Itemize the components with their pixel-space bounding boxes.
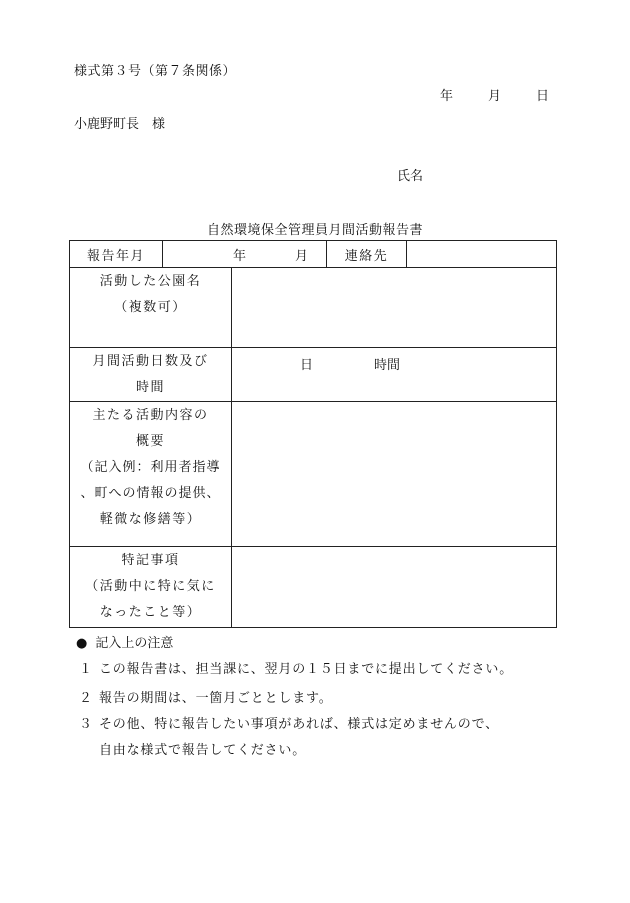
activity-label-line: 主たる活動内容の (92, 408, 209, 423)
activity-label-line: （記入例：利用者指導 (80, 460, 221, 475)
report-month-label: 報告年月 (70, 241, 163, 268)
report-title: 自然環境保全管理員月間活動報告書 (206, 223, 423, 238)
note-text: 報告の期間は、一箇月ごととします。 (99, 691, 333, 706)
activity-field[interactable] (232, 402, 557, 547)
activity-label (70, 402, 232, 547)
notes-heading (76, 632, 173, 651)
park-name-label (70, 268, 232, 348)
note-number: １ (79, 662, 93, 677)
date-month-label: 月 (488, 89, 502, 104)
activity-label-line: 、町への情報の提供、 (80, 486, 221, 501)
note-text: この報告書は、担当課に、翌月の１５日までに提出してください。 (99, 662, 514, 677)
park-name-label-line: 活動した公園名 (99, 274, 202, 289)
activity-label-line: 概要 (135, 434, 165, 449)
remarks-label (70, 547, 232, 628)
date-year-label: 年 (440, 89, 454, 104)
remarks-field[interactable] (232, 547, 557, 628)
days-hours-label (70, 348, 232, 402)
note-item (79, 658, 513, 677)
days-hours-label-line: 月間活動日数及び (92, 354, 209, 369)
note-item (79, 713, 499, 732)
notes-heading-text: 記入上の注意 (95, 636, 174, 651)
activity-label-line: 軽微な修繕等） (99, 512, 202, 527)
note-item-continued: 自由な様式で報告してください。 (99, 743, 307, 758)
form-number: 様式第３号（第７条関係） (74, 64, 237, 79)
hours-unit: 時間 (374, 358, 401, 373)
note-text: その他、特に報告したい事項があれば、様式は定めませんので、 (99, 717, 499, 732)
report-month-unit: 月 (295, 249, 309, 264)
note-number: ２ (79, 691, 93, 706)
contact-label: 連絡先 (327, 241, 407, 268)
report-month-field[interactable] (163, 241, 327, 268)
date-day-label: 日 (536, 89, 550, 104)
park-name-field[interactable] (232, 268, 557, 348)
note-item (79, 687, 333, 706)
addressee: 小鹿野町長 様 (74, 117, 166, 132)
days-hours-label-line: 時間 (135, 380, 165, 395)
remarks-label-line: なったこと等） (99, 605, 202, 620)
report-table (69, 240, 557, 628)
bullet-icon: ● (76, 636, 88, 651)
note-number: ３ (79, 717, 93, 732)
remarks-label-line: 特記事項 (121, 553, 180, 568)
remarks-label-line: （活動中に特に気に (85, 579, 216, 594)
report-year-unit: 年 (233, 249, 247, 264)
days-hours-field[interactable] (232, 348, 557, 402)
name-label: 氏名 (397, 169, 424, 184)
park-name-label-line: （複数可） (114, 300, 187, 315)
days-unit: 日 (300, 358, 314, 373)
contact-field[interactable] (407, 241, 557, 268)
